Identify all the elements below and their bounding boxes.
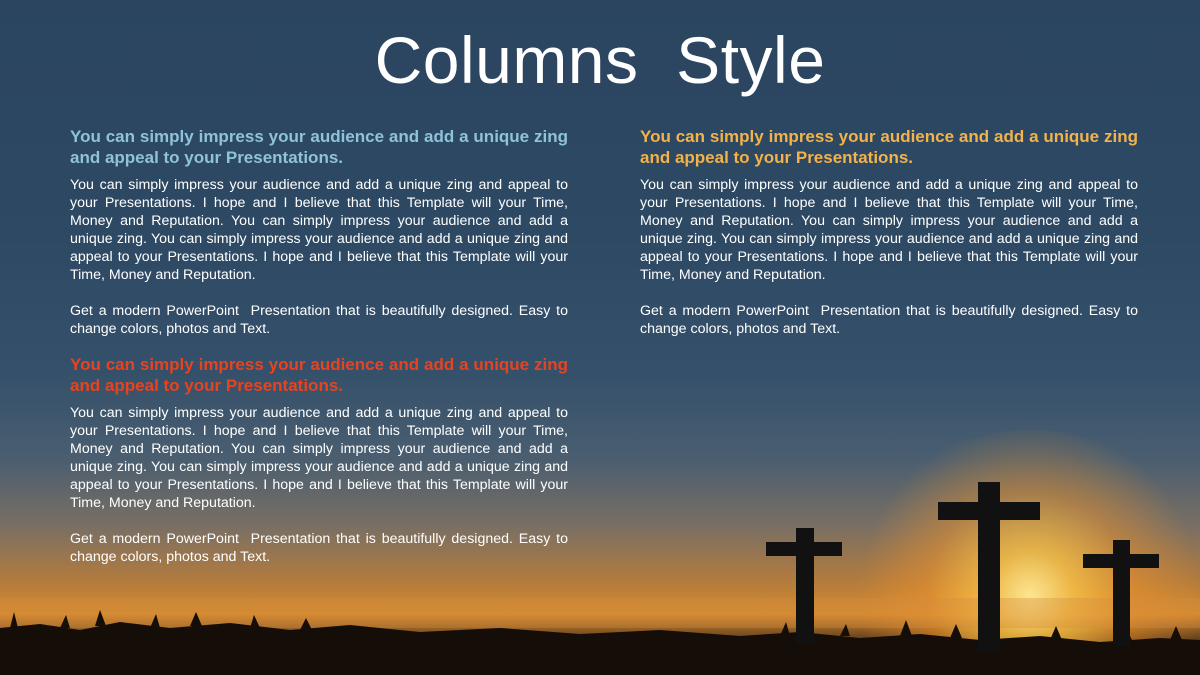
left-block-2 (70, 354, 572, 566)
horizon-haze (0, 598, 1200, 628)
right-block-1-heading: You can simply impress your audience and add a unique zing and appeal to your Presentations. (640, 127, 1138, 167)
slide-title: Columns Style (374, 23, 826, 97)
left-block-1-heading: You can simply impress your audience and add a unique zing and appeal to your Presentations. (70, 127, 568, 167)
cross-right-icon (1083, 540, 1159, 646)
right-block-1 (640, 126, 1142, 338)
left-block-1-paragraph-1: You can simply impress your audience and add a unique zing and appeal to your Presentations. I hope and I believe that this Template will your Time, Money and Reputation. You can simply impress your audience and add a unique zing. You can simply impress your audience and add a unique zing and appeal to your Presentations. I hope and I believe that this Template will your Time, Money and Reputation. (70, 177, 572, 283)
left-block-1-paragraph-2: Get a modern PowerPoint Presentation that is beautifully designed. Easy to change colors, photos and Text. (70, 303, 572, 337)
left-column (70, 126, 572, 566)
left-block-1 (70, 126, 572, 338)
right-block-1-paragraph-2: Get a modern PowerPoint Presentation that is beautifully designed. Easy to change colors, photos and Text. (640, 303, 1142, 337)
right-column (640, 126, 1142, 338)
left-block-2-paragraph-1: You can simply impress your audience and add a unique zing and appeal to your Presentations. I hope and I believe that this Template will your Time, Money and Reputation. You can simply impress your audience and add a unique zing. You can simply impress your audience and add a unique zing and appeal to your Presentations. I hope and I believe that this Template will your Time, Money and Reputation. (70, 405, 572, 511)
left-block-2-paragraph-2: Get a modern PowerPoint Presentation that is beautifully designed. Easy to change colors, photos and Text. (70, 531, 572, 565)
left-block-2-heading: You can simply impress your audience and add a unique zing and appeal to your Presentations. (70, 355, 568, 395)
right-block-1-paragraph-1: You can simply impress your audience and add a unique zing and appeal to your Presentations. I hope and I believe that this Template will your Time, Money and Reputation. You can simply impress your audience and add a unique zing. You can simply impress your audience and add a unique zing and appeal to your Presentations. I hope and I believe that this Template will your Time, Money and Reputation. (640, 177, 1142, 283)
ground-silhouette (0, 622, 1200, 675)
